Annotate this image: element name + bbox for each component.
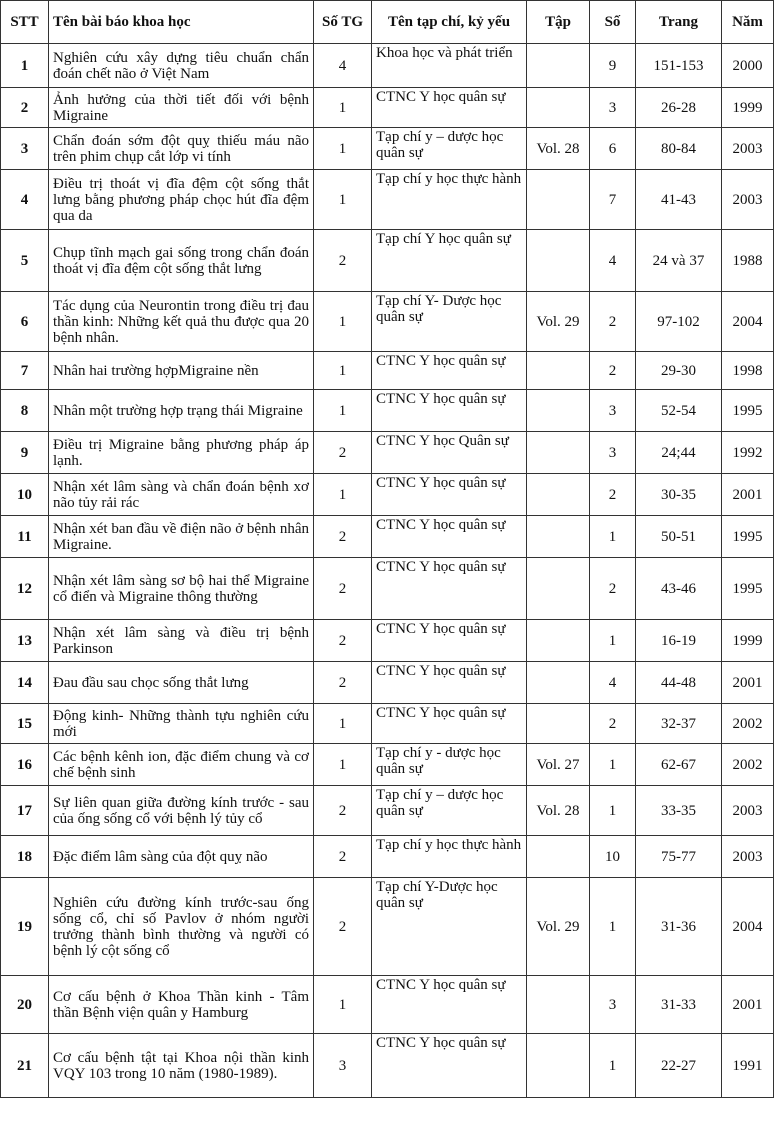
header-volume: Tập: [527, 1, 590, 44]
pages-cell: 26-28: [636, 88, 722, 128]
title-cell: Ảnh hưởng của thời tiết đối với bệnh Migraine: [49, 88, 314, 128]
journal-cell: CTNC Y học quân sự: [372, 88, 527, 128]
table-row: [1, 836, 774, 878]
journal-cell: Tạp chí Y học quân sự: [372, 230, 527, 292]
authors-cell: 1: [314, 390, 372, 432]
volume-cell: [527, 170, 590, 230]
pages-cell: 32-37: [636, 704, 722, 744]
journal-cell: CTNC Y học quân sự: [372, 662, 527, 704]
volume-cell: [527, 474, 590, 516]
volume-cell: [527, 390, 590, 432]
title-cell: Chẩn đoán sớm đột quỵ thiếu máu não trên phim chụp cắt lớp vi tính: [49, 128, 314, 170]
table-row: [1, 352, 774, 390]
year-cell: 1988: [722, 230, 774, 292]
stt-cell: 20: [1, 976, 49, 1034]
title-cell: Nhận xét lâm sàng sơ bộ hai thể Migraine cổ điển và Migraine thông thường: [49, 558, 314, 620]
table-row: [1, 786, 774, 836]
table-row: [1, 620, 774, 662]
volume-cell: [527, 44, 590, 88]
year-cell: 2001: [722, 976, 774, 1034]
year-cell: 1999: [722, 620, 774, 662]
title-cell: Cơ cấu bệnh tật tại Khoa nội thần kinh VQY 103 trong 10 năm (1980-1989).: [49, 1034, 314, 1098]
journal-cell: Tạp chí y học thực hành: [372, 836, 527, 878]
volume-cell: Vol. 28: [527, 128, 590, 170]
pages-cell: 62-67: [636, 744, 722, 786]
journal-cell: CTNC Y học quân sự: [372, 558, 527, 620]
authors-cell: 2: [314, 516, 372, 558]
stt-cell: 9: [1, 432, 49, 474]
issue-cell: 1: [590, 516, 636, 558]
pages-cell: 80-84: [636, 128, 722, 170]
authors-cell: 2: [314, 786, 372, 836]
issue-cell: 3: [590, 390, 636, 432]
year-cell: 1995: [722, 390, 774, 432]
authors-cell: 2: [314, 620, 372, 662]
header-journal: Tên tạp chí, kỷ yếu: [372, 1, 527, 44]
volume-cell: [527, 976, 590, 1034]
journal-cell: Tạp chí Y-Dược học quân sự: [372, 878, 527, 976]
header-authors: Số TG: [314, 1, 372, 44]
title-cell: Điều trị thoát vị đĩa đệm cột sống thắt lưng bằng phương pháp chọc hút đĩa đệm qua da: [49, 170, 314, 230]
volume-cell: [527, 704, 590, 744]
table-row: [1, 878, 774, 976]
title-cell: Các bệnh kênh ion, đặc điểm chung và cơ chế bệnh sinh: [49, 744, 314, 786]
journal-cell: CTNC Y học quân sự: [372, 976, 527, 1034]
issue-cell: 4: [590, 662, 636, 704]
stt-cell: 16: [1, 744, 49, 786]
table-row: [1, 88, 774, 128]
issue-cell: 9: [590, 44, 636, 88]
title-cell: Chụp tĩnh mạch gai sống trong chẩn đoán thoát vị đĩa đệm cột sống thắt lưng: [49, 230, 314, 292]
stt-cell: 1: [1, 44, 49, 88]
title-cell: Đặc điểm lâm sàng của đột quỵ não: [49, 836, 314, 878]
pages-cell: 22-27: [636, 1034, 722, 1098]
pages-cell: 33-35: [636, 786, 722, 836]
title-cell: Nhân một trường hợp trạng thái Migraine: [49, 390, 314, 432]
authors-cell: 2: [314, 836, 372, 878]
volume-cell: [527, 230, 590, 292]
year-cell: 2002: [722, 744, 774, 786]
issue-cell: 2: [590, 474, 636, 516]
issue-cell: 1: [590, 1034, 636, 1098]
volume-cell: [527, 352, 590, 390]
stt-cell: 8: [1, 390, 49, 432]
stt-cell: 5: [1, 230, 49, 292]
journal-cell: CTNC Y học quân sự: [372, 474, 527, 516]
issue-cell: 3: [590, 976, 636, 1034]
journal-cell: Tạp chí y - dược học quân sự: [372, 744, 527, 786]
issue-cell: 3: [590, 88, 636, 128]
title-cell: Nghiên cứu xây dựng tiêu chuẩn chẩn đoán chết não ở Việt Nam: [49, 44, 314, 88]
table-row: [1, 128, 774, 170]
volume-cell: [527, 516, 590, 558]
stt-cell: 11: [1, 516, 49, 558]
year-cell: 2003: [722, 836, 774, 878]
volume-cell: Vol. 28: [527, 786, 590, 836]
header-row: [1, 1, 774, 44]
stt-cell: 2: [1, 88, 49, 128]
table-row: [1, 44, 774, 88]
stt-cell: 3: [1, 128, 49, 170]
year-cell: 2003: [722, 128, 774, 170]
pages-cell: 75-77: [636, 836, 722, 878]
stt-cell: 7: [1, 352, 49, 390]
journal-cell: CTNC Y học quân sự: [372, 620, 527, 662]
year-cell: 2002: [722, 704, 774, 744]
table-row: [1, 390, 774, 432]
header-title: Tên bài báo khoa học: [49, 1, 314, 44]
year-cell: 2003: [722, 786, 774, 836]
title-cell: Điều trị Migraine bằng phương pháp áp lạnh.: [49, 432, 314, 474]
title-cell: Tác dụng của Neurontin trong điều trị đau thần kinh: Những kết quả thu được qua 20 bệnh nhân.: [49, 292, 314, 352]
stt-cell: 4: [1, 170, 49, 230]
table-row: [1, 1034, 774, 1098]
journal-cell: Tạp chí y – dược học quân sự: [372, 786, 527, 836]
journal-cell: CTNC Y học quân sự: [372, 1034, 527, 1098]
issue-cell: 6: [590, 128, 636, 170]
header-issue: Số: [590, 1, 636, 44]
title-cell: Nhân hai trường hợpMigraine nền: [49, 352, 314, 390]
table-row: [1, 744, 774, 786]
stt-cell: 12: [1, 558, 49, 620]
authors-cell: 2: [314, 558, 372, 620]
pages-cell: 31-33: [636, 976, 722, 1034]
issue-cell: 1: [590, 878, 636, 976]
year-cell: 1995: [722, 558, 774, 620]
volume-cell: [527, 558, 590, 620]
journal-cell: CTNC Y học quân sự: [372, 516, 527, 558]
journal-cell: CTNC Y học quân sự: [372, 704, 527, 744]
issue-cell: 1: [590, 744, 636, 786]
issue-cell: 2: [590, 352, 636, 390]
year-cell: 1995: [722, 516, 774, 558]
authors-cell: 4: [314, 44, 372, 88]
title-cell: Nghiên cứu đường kính trước-sau ống sống cổ, chỉ số Pavlov ở nhóm người trưởng thành bình thường và người có bệnh lý cột sống cổ: [49, 878, 314, 976]
authors-cell: 1: [314, 474, 372, 516]
issue-cell: 1: [590, 620, 636, 662]
table-row: [1, 704, 774, 744]
authors-cell: 1: [314, 976, 372, 1034]
table-row: [1, 976, 774, 1034]
table-row: [1, 230, 774, 292]
title-cell: Đau đầu sau chọc sống thắt lưng: [49, 662, 314, 704]
volume-cell: [527, 1034, 590, 1098]
authors-cell: 1: [314, 88, 372, 128]
stt-cell: 13: [1, 620, 49, 662]
authors-cell: 2: [314, 662, 372, 704]
year-cell: 2004: [722, 878, 774, 976]
issue-cell: 1: [590, 786, 636, 836]
table-row: [1, 558, 774, 620]
journal-cell: CTNC Y học quân sự: [372, 352, 527, 390]
pages-cell: 151-153: [636, 44, 722, 88]
stt-cell: 18: [1, 836, 49, 878]
table-row: [1, 516, 774, 558]
volume-cell: [527, 432, 590, 474]
year-cell: 2000: [722, 44, 774, 88]
authors-cell: 2: [314, 230, 372, 292]
pages-cell: 52-54: [636, 390, 722, 432]
year-cell: 1999: [722, 88, 774, 128]
volume-cell: Vol. 27: [527, 744, 590, 786]
year-cell: 1992: [722, 432, 774, 474]
table-row: [1, 662, 774, 704]
table-row: [1, 292, 774, 352]
pages-cell: 24;44: [636, 432, 722, 474]
authors-cell: 1: [314, 352, 372, 390]
year-cell: 1991: [722, 1034, 774, 1098]
journal-cell: Tạp chí y – dược học quân sự: [372, 128, 527, 170]
journal-cell: CTNC Y học Quân sự: [372, 432, 527, 474]
authors-cell: 1: [314, 170, 372, 230]
issue-cell: 10: [590, 836, 636, 878]
issue-cell: 7: [590, 170, 636, 230]
volume-cell: Vol. 29: [527, 878, 590, 976]
pages-cell: 97-102: [636, 292, 722, 352]
pages-cell: 44-48: [636, 662, 722, 704]
table-row: [1, 474, 774, 516]
issue-cell: 4: [590, 230, 636, 292]
title-cell: Nhận xét lâm sàng và điều trị bệnh Parkinson: [49, 620, 314, 662]
volume-cell: [527, 662, 590, 704]
volume-cell: [527, 88, 590, 128]
title-cell: Cơ cấu bệnh ở Khoa Thần kinh - Tâm thần Bệnh viện quân y Hamburg: [49, 976, 314, 1034]
authors-cell: 1: [314, 292, 372, 352]
pages-cell: 43-46: [636, 558, 722, 620]
issue-cell: 2: [590, 558, 636, 620]
volume-cell: [527, 836, 590, 878]
pages-cell: 30-35: [636, 474, 722, 516]
stt-cell: 15: [1, 704, 49, 744]
journal-cell: CTNC Y học quân sự: [372, 390, 527, 432]
stt-cell: 6: [1, 292, 49, 352]
journal-cell: Tạp chí y học thực hành: [372, 170, 527, 230]
header-pages: Trang: [636, 1, 722, 44]
journal-cell: Khoa học và phát triển: [372, 44, 527, 88]
title-cell: Động kinh- Những thành tựu nghiên cứu mới: [49, 704, 314, 744]
header-year: Năm: [722, 1, 774, 44]
year-cell: 2001: [722, 662, 774, 704]
authors-cell: 1: [314, 128, 372, 170]
pages-cell: 24 và 37: [636, 230, 722, 292]
pages-cell: 50-51: [636, 516, 722, 558]
table-row: [1, 170, 774, 230]
title-cell: Sự liên quan giữa đường kính trước - sau của ống sống cổ với bệnh lý tủy cổ: [49, 786, 314, 836]
issue-cell: 2: [590, 704, 636, 744]
year-cell: 2003: [722, 170, 774, 230]
authors-cell: 1: [314, 704, 372, 744]
journal-cell: Tạp chí Y- Dược học quân sự: [372, 292, 527, 352]
issue-cell: 2: [590, 292, 636, 352]
volume-cell: [527, 620, 590, 662]
stt-cell: 21: [1, 1034, 49, 1098]
stt-cell: 17: [1, 786, 49, 836]
authors-cell: 2: [314, 432, 372, 474]
year-cell: 2001: [722, 474, 774, 516]
year-cell: 1998: [722, 352, 774, 390]
table-row: [1, 432, 774, 474]
title-cell: Nhận xét ban đầu về điện não ở bệnh nhân Migraine.: [49, 516, 314, 558]
year-cell: 2004: [722, 292, 774, 352]
stt-cell: 19: [1, 878, 49, 976]
pages-cell: 29-30: [636, 352, 722, 390]
pages-cell: 41-43: [636, 170, 722, 230]
pages-cell: 31-36: [636, 878, 722, 976]
stt-cell: 10: [1, 474, 49, 516]
title-cell: Nhận xét lâm sàng và chẩn đoán bệnh xơ não tủy rải rác: [49, 474, 314, 516]
header-stt: STT: [1, 1, 49, 44]
pages-cell: 16-19: [636, 620, 722, 662]
authors-cell: 2: [314, 878, 372, 976]
authors-cell: 1: [314, 744, 372, 786]
issue-cell: 3: [590, 432, 636, 474]
stt-cell: 14: [1, 662, 49, 704]
volume-cell: Vol. 29: [527, 292, 590, 352]
authors-cell: 3: [314, 1034, 372, 1098]
